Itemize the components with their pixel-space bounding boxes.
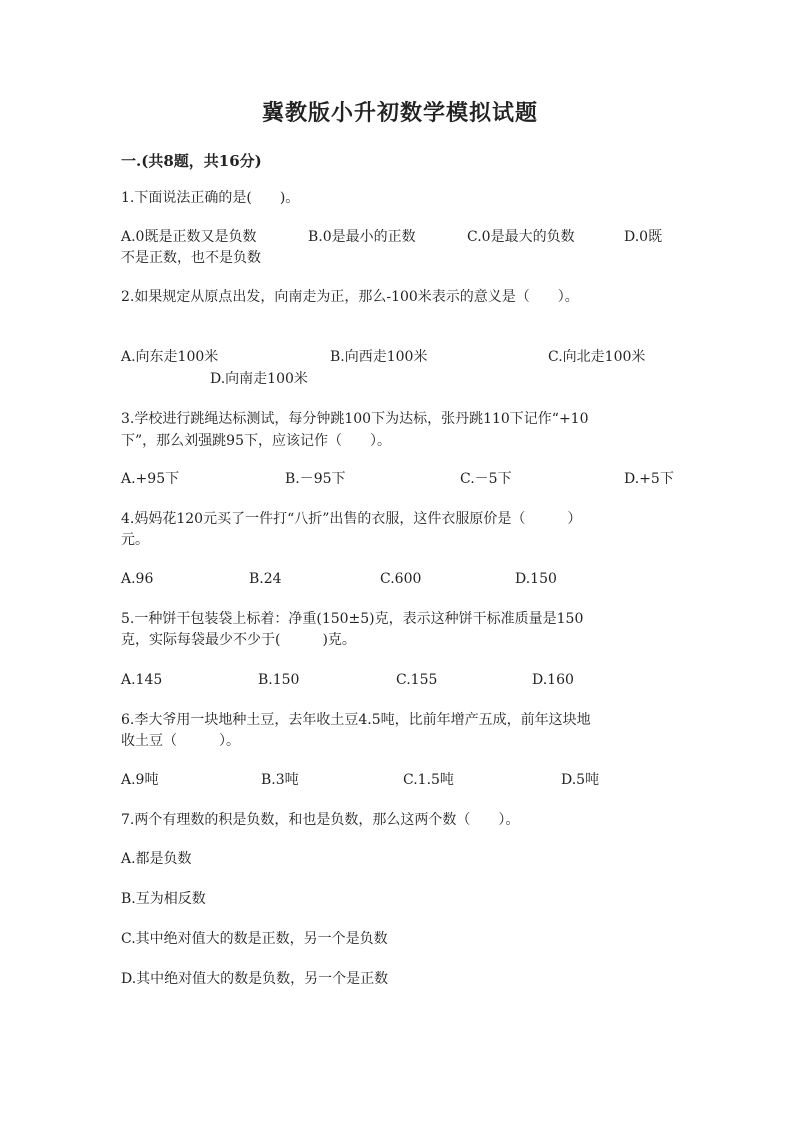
q7-option-a: A.都是负数 — [121, 851, 192, 867]
q7-option-b: B.互为相反数 — [121, 891, 206, 907]
q2-stem: 2.如果规定从原点出发，向南走为正，那么-100米表示的意义是（ ）。 — [121, 289, 579, 305]
q5-stem-line2: 克，实际每袋最少不少于( )克。 — [121, 632, 356, 648]
q7-option-d: D.其中绝对值大的数是负数，另一个是正数 — [121, 971, 389, 987]
q1-option-d-cont: 不是正数，也不是负数 — [121, 250, 261, 266]
q2-option-d: D.向南走100米 — [210, 371, 308, 387]
q5-option-c: C.155 — [396, 672, 438, 688]
q3-stem-line1: 3.学校进行跳绳达标测试，每分钟跳100下为达标，张丹跳110下记作“+10 — [121, 411, 589, 427]
q6-option-a: A.9吨 — [121, 772, 159, 788]
q5-option-a: A.145 — [121, 672, 163, 688]
q6-option-c: C.1.5吨 — [403, 772, 454, 788]
section-heading: 一.(共8题，共16分) — [121, 152, 262, 170]
q4-stem-line1: 4.妈妈花120元买了一件打“八折”出售的衣服，这件衣服原价是（ ） — [121, 511, 582, 527]
q5-option-d: D.160 — [532, 672, 574, 688]
q4-option-b: B.24 — [249, 571, 282, 587]
q1-option-c: C.0是最大的负数 — [467, 229, 575, 245]
q3-option-c: C.－5下 — [460, 471, 512, 487]
q6-stem-line2: 收土豆（ ）。 — [121, 733, 240, 749]
q4-option-a: A.96 — [121, 571, 154, 587]
q1-option-b: B.0是最小的正数 — [308, 229, 416, 245]
q4-stem-line2: 元。 — [121, 532, 149, 548]
q7-option-c: C.其中绝对值大的数是正数，另一个是负数 — [121, 931, 388, 947]
q5-option-b: B.150 — [258, 672, 300, 688]
q5-stem-line1: 5.一种饼干包装袋上标着：净重(150±5)克，表示这种饼干标准质量是150 — [121, 611, 584, 627]
q6-option-d: D.5吨 — [561, 772, 600, 788]
q4-option-d: D.150 — [515, 571, 557, 587]
q3-option-a: A.+95下 — [121, 471, 180, 487]
q1-stem: 1.下面说法正确的是( )。 — [121, 190, 300, 206]
q6-stem-line1: 6.李大爷用一块地种土豆，去年收土豆4.5吨，比前年增产五成，前年这块地 — [121, 712, 591, 728]
q3-stem-line2: 下”，那么刘强跳95下，应该记作（ ）。 — [121, 433, 391, 449]
q1-option-a: A.0既是正数又是负数 — [121, 229, 257, 245]
q4-option-c: C.600 — [380, 571, 422, 587]
q7-stem: 7.两个有理数的积是负数，和也是负数，那么这两个数（ ）。 — [121, 812, 520, 828]
q2-option-a: A.向东走100米 — [121, 349, 219, 365]
q6-option-b: B.3吨 — [261, 772, 299, 788]
q2-option-c: C.向北走100米 — [548, 349, 646, 365]
q3-option-d: D.+5下 — [624, 471, 674, 487]
q1-option-d: D.0既 — [624, 229, 663, 245]
q2-option-b: B.向西走100米 — [330, 349, 428, 365]
q3-option-b: B.－95下 — [285, 471, 346, 487]
page-title: 冀教版小升初数学模拟试题 — [261, 100, 538, 126]
